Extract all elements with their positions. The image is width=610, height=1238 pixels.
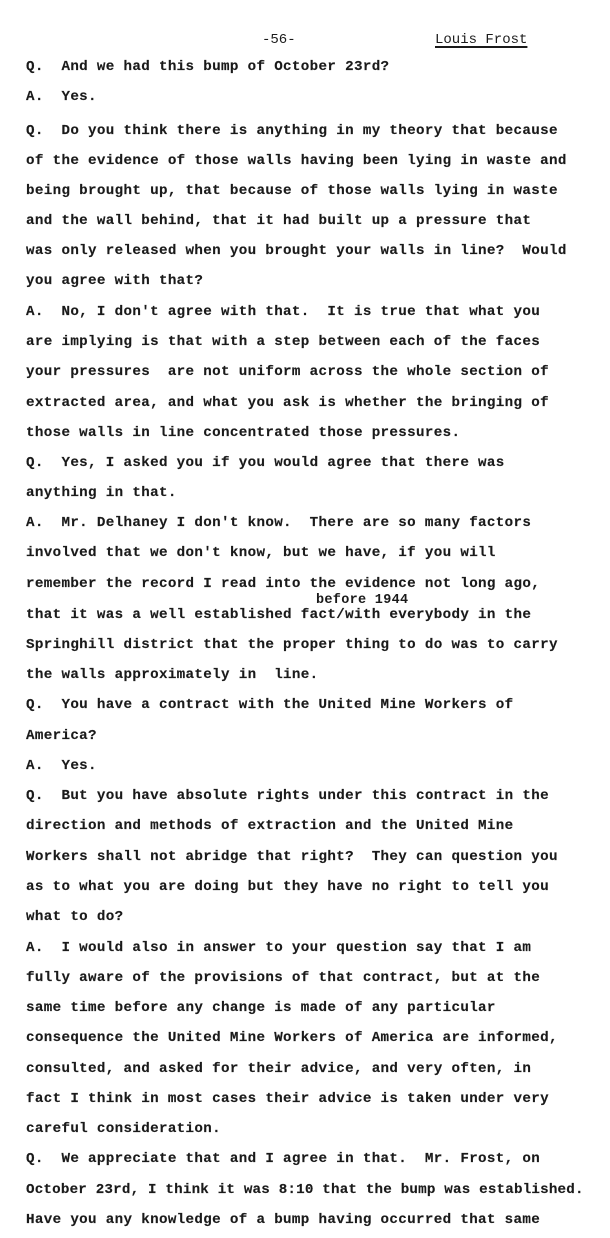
transcript-line: A. Yes. bbox=[26, 89, 97, 105]
transcript-line: anything in that. bbox=[26, 485, 177, 501]
transcript-line: extracted area, and what you ask is whether the bringing of bbox=[26, 395, 549, 411]
transcript-line: what to do? bbox=[26, 909, 124, 925]
transcript-line: America? bbox=[26, 728, 97, 744]
transcript-line: consulted, and asked for their advice, and very often, in bbox=[26, 1061, 532, 1077]
transcript-line: Workers shall not abridge that right? They can question you bbox=[26, 849, 558, 865]
transcript-line: being brought up, that because of those walls lying in waste bbox=[26, 183, 558, 199]
transcript-line: direction and methods of extraction and the United Mine bbox=[26, 818, 514, 834]
transcript-line: was only released when you brought your walls in line? Would bbox=[26, 243, 567, 259]
transcript-line: Q. Yes, I asked you if you would agree that there was bbox=[26, 455, 505, 471]
transcript-line: A. I would also in answer to your question say that I am bbox=[26, 940, 532, 956]
transcript-line: Q. And we had this bump of October 23rd? bbox=[26, 59, 390, 75]
page-number: -56- bbox=[262, 32, 296, 48]
transcript-line: and the wall behind, that it had built up a pressure that bbox=[26, 213, 532, 229]
transcript-line: you agree with that? bbox=[26, 273, 204, 289]
transcript-line: are implying is that with a step between each of the faces bbox=[26, 334, 541, 350]
witness-name: Louis Frost bbox=[435, 32, 528, 48]
transcript-line: Q. You have a contract with the United Mine Workers of bbox=[26, 697, 514, 713]
transcript-line: that it was a well established fact/with everybody in the bbox=[26, 607, 532, 623]
transcript-line: as to what you are doing but they have no right to tell you bbox=[26, 879, 549, 895]
handwritten-interlineation: before 1944 bbox=[316, 593, 409, 608]
transcript-line: same time before any change is made of any particular bbox=[26, 1000, 496, 1016]
transcript-line: fully aware of the provisions of that contract, but at the bbox=[26, 970, 541, 986]
transcript-line: the walls approximately in line. bbox=[26, 667, 319, 683]
transcript-line: Q. We appreciate that and I agree in that. Mr. Frost, on bbox=[26, 1151, 541, 1167]
transcript-line: remember the record I read into the evidence not long ago, bbox=[26, 576, 541, 592]
transcript-line: Q. Do you think there is anything in my theory that because bbox=[26, 123, 558, 139]
transcript-line: those walls in line concentrated those pressures. bbox=[26, 425, 461, 441]
transcript-line: consequence the United Mine Workers of America are informed, bbox=[26, 1030, 558, 1046]
transcript-line: your pressures are not uniform across the whole section of bbox=[26, 364, 549, 380]
transcript-line: of the evidence of those walls having been lying in waste and bbox=[26, 153, 567, 169]
transcript-line: A. Yes. bbox=[26, 758, 97, 774]
transcript-line: Q. But you have absolute rights under this contract in the bbox=[26, 788, 549, 804]
transcript-line: A. No, I don't agree with that. It is true that what you bbox=[26, 304, 541, 320]
transcript-line: Have you any knowledge of a bump having occurred that same bbox=[26, 1212, 541, 1228]
transcript-line: involved that we don't know, but we have, if you will bbox=[26, 545, 496, 561]
transcript-line: fact I think in most cases their advice is taken under very bbox=[26, 1091, 549, 1107]
transcript-line: A. Mr. Delhaney I don't know. There are so many factors bbox=[26, 515, 532, 531]
transcript-line: October 23rd, I think it was 8:10 that the bump was established. bbox=[26, 1182, 584, 1198]
transcript-line: Springhill district that the proper thing to do was to carry bbox=[26, 637, 558, 653]
page-header bbox=[0, 32, 610, 52]
transcript-line: careful consideration. bbox=[26, 1121, 222, 1137]
